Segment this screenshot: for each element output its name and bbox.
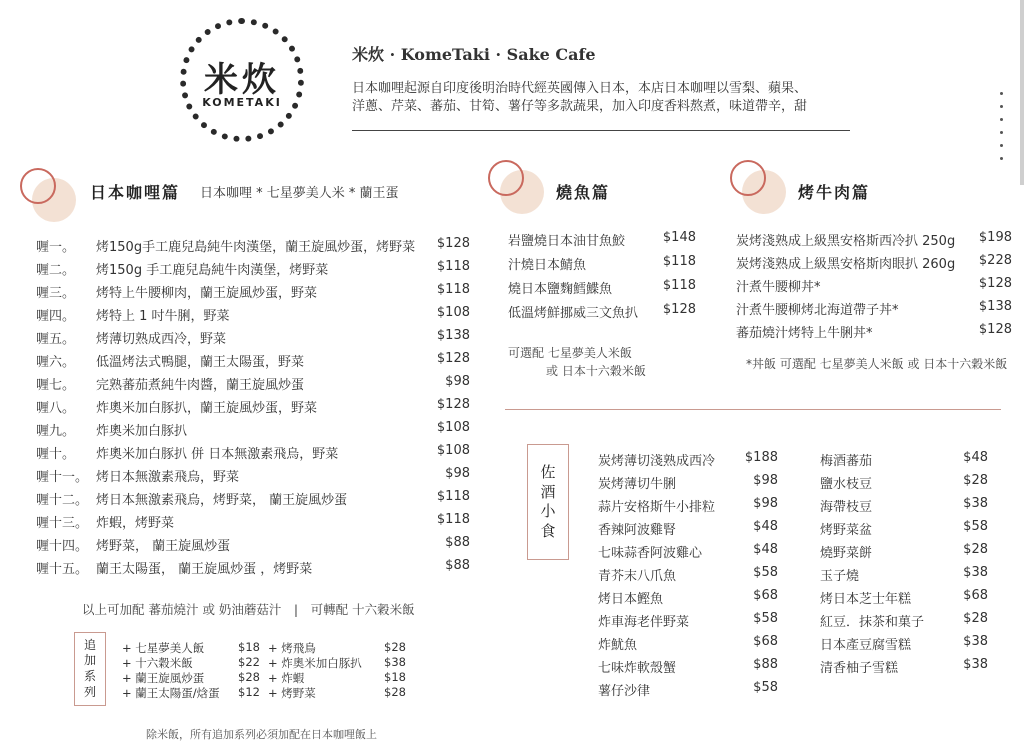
item-price: $118 (662, 254, 696, 269)
addon-price: $18 (238, 640, 260, 654)
addon-row (268, 685, 406, 701)
fish-menu-row (508, 254, 696, 273)
sake-snack-row (598, 565, 778, 584)
item-name: 炸蝦，烤野菜 (96, 516, 175, 531)
sake-snack-row (598, 450, 778, 469)
item-price: $138 (436, 328, 470, 343)
item-name: 炸奧米加白豚扒 (96, 424, 188, 439)
item-price: $128 (436, 236, 470, 251)
item-price: $38 (963, 657, 988, 672)
item-name: 炸車海老伴野菜 (598, 615, 690, 630)
item-name: 烤野菜盆 (820, 523, 873, 538)
item-price: $58 (753, 680, 778, 695)
addon-name: + 蘭王太陽蛋/焓蛋 (122, 686, 220, 700)
sake-snack-row (820, 450, 988, 469)
item-price: $88 (445, 558, 470, 573)
addon-row (122, 670, 260, 686)
item-price: $48 (753, 542, 778, 557)
item-price: $128 (978, 276, 1012, 291)
fish-decor-circle (488, 160, 548, 220)
item-name: 青芥末八爪魚 (598, 569, 677, 584)
item-number: 喱五。 (36, 332, 76, 347)
item-name: 烤野菜， 蘭王旋風炒蛋 (96, 539, 231, 554)
item-price: $28 (963, 473, 988, 488)
fish-menu-row (508, 230, 696, 249)
intro-line: 日本咖哩起源自印度後明治時代經英國傳入日本，本店日本咖哩以雪梨、蘋果、 (352, 81, 808, 96)
sake-snacks-label-box (527, 444, 569, 560)
curry-menu-row (36, 558, 470, 577)
addon-price: $22 (238, 655, 260, 669)
item-name: 蘭王太陽蛋， 蘭王旋風炒蛋 ，烤野菜 (96, 562, 313, 577)
item-name: 玉子燒 (820, 569, 860, 584)
item-price: $98 (753, 473, 778, 488)
item-price: $148 (662, 230, 696, 245)
label-char: 小 (540, 502, 556, 520)
addon-name: + 炸奧米加白豚扒 (268, 656, 362, 670)
item-price: $48 (753, 519, 778, 534)
curry-decor-circle (20, 168, 80, 228)
item-price: $118 (436, 489, 470, 504)
addon-row (122, 685, 260, 701)
curry-menu-row (36, 397, 470, 416)
sake-snack-row (820, 634, 988, 653)
item-number: 喱一。 (36, 240, 76, 255)
item-name: 烤薄切熟成西冷，野菜 (96, 332, 227, 347)
item-price: $188 (744, 450, 778, 465)
beef-menu-row (736, 253, 1012, 272)
item-name: 汁煮牛腰柳丼* (736, 280, 821, 295)
curry-menu-row (36, 328, 470, 347)
addon-price: $38 (384, 655, 406, 669)
logo-badge (180, 18, 304, 142)
item-number: 喱四。 (36, 309, 76, 324)
item-name: 炭烤薄切淺熟成西冷 (598, 454, 716, 469)
item-name: 鹽水枝豆 (820, 477, 873, 492)
label-char: 佐 (540, 463, 556, 481)
item-name: 香辣阿波雞腎 (598, 523, 677, 538)
item-price: $38 (963, 634, 988, 649)
item-number: 喱十五。 (36, 562, 89, 577)
item-name: 汁燒日本鯖魚 (508, 258, 587, 273)
addon-row (122, 655, 260, 671)
sake-snack-row (820, 611, 988, 630)
curry-menu-row (36, 443, 470, 462)
fish-menu-row (508, 302, 696, 321)
item-price: $98 (445, 466, 470, 481)
addon-name: + 烤飛鳥 (268, 641, 316, 655)
addon-row (268, 670, 406, 686)
addon-price: $28 (384, 640, 406, 654)
item-price: $118 (436, 512, 470, 527)
item-name: 低溫烤法式鴨腿，蘭王太陽蛋，野菜 (96, 355, 305, 370)
item-number: 喱七。 (36, 378, 76, 393)
item-number: 喱十三。 (36, 516, 89, 531)
item-name: 汁煮牛腰柳烤北海道帶子丼* (736, 303, 899, 318)
item-number: 喱二。 (36, 263, 76, 278)
item-price: $198 (978, 230, 1012, 245)
item-name: 梅酒蕃茄 (820, 454, 873, 469)
item-name: 烤特上牛腰柳肉，蘭王旋風炒蛋，野菜 (96, 286, 318, 301)
item-price: $128 (662, 302, 696, 317)
addon-price: $18 (384, 670, 406, 684)
item-name: 烤150g手工鹿兒島純牛肉漢堡，蘭王旋風炒蛋，烤野菜 (96, 240, 416, 255)
addon-name: + 炸蝦 (268, 671, 305, 685)
item-price: $128 (978, 322, 1012, 337)
item-name: 烤日本鰹魚 (598, 592, 664, 607)
curry-menu-row (36, 282, 470, 301)
addon-footnote: 除米飯，所有追加系列必須加配在日本咖哩飯上 (146, 728, 377, 741)
curry-menu-row (36, 420, 470, 439)
item-name: 清香柚子雪糕 (820, 661, 899, 676)
item-number: 喱八。 (36, 401, 76, 416)
item-price: $58 (753, 565, 778, 580)
sake-snack-row (598, 473, 778, 492)
fish-menu-row (508, 278, 696, 297)
addon-price: $12 (238, 685, 260, 699)
item-price: $38 (963, 496, 988, 511)
curry-section-subtitle: 日本咖哩 * 七星夢美人米 * 蘭王蛋 (200, 186, 399, 201)
sake-snack-row (598, 657, 778, 676)
beef-note: *丼飯 可選配 七星夢美人米飯 或 日本十六穀米飯 (746, 357, 1008, 371)
item-name: 海帶枝豆 (820, 500, 873, 515)
item-price: $128 (436, 351, 470, 366)
item-name: 炸奧米加白豚扒，蘭王旋風炒蛋，野菜 (96, 401, 318, 416)
label-char: 系 (83, 669, 96, 683)
label-char: 追 (83, 637, 96, 652)
item-price: $108 (436, 443, 470, 458)
brand-name: 米炊 · KomeTaki · Sake Cafe (352, 45, 596, 64)
item-name: 蕃茄燒汁烤特上牛脷丼* (736, 326, 873, 341)
item-price: $138 (978, 299, 1012, 314)
item-name: 七味炸軟殼蟹 (598, 661, 677, 676)
section-divider (505, 409, 1001, 410)
curry-menu-row (36, 259, 470, 278)
item-price: $98 (445, 374, 470, 389)
item-number: 喱十。 (36, 447, 76, 462)
sake-snack-row (598, 519, 778, 538)
addon-price: $28 (238, 670, 260, 684)
item-name: 薯仔沙律 (598, 684, 651, 699)
item-number: 喱十一。 (36, 470, 89, 485)
item-price: $68 (963, 588, 988, 603)
item-name: 日本產豆腐雪糕 (820, 638, 912, 653)
beef-decor-circle (730, 160, 790, 220)
curry-menu-row (36, 489, 470, 508)
item-name: 炸奧米加白豚扒 併 日本無激素飛烏，野菜 (96, 447, 339, 462)
addon-row (122, 640, 260, 656)
curry-menu-row (36, 374, 470, 393)
scroll-dots (1000, 92, 1003, 170)
item-name: 燒野菜餅 (820, 546, 873, 561)
item-name: 炭烤淺熟成上級黑安格斯西冷扒 250g (736, 234, 956, 249)
item-price: $128 (436, 397, 470, 412)
fish-note-line2: 或 日本十六穀米飯 (546, 364, 646, 378)
sake-snack-row (820, 565, 988, 584)
item-price: $88 (445, 535, 470, 550)
intro-line: 洋蔥、芹菜、蕃茄、甘筍、薯仔等多款蔬果，加入印度香料熬煮，味道帶辛，甜 (352, 99, 808, 114)
addon-row (268, 640, 406, 656)
item-price: $228 (978, 253, 1012, 268)
curry-menu-row (36, 535, 470, 554)
sake-snack-row (598, 496, 778, 515)
fish-note-line1: 可選配 七星夢美人米飯 (508, 346, 632, 360)
item-price: $28 (963, 611, 988, 626)
sake-snack-row (598, 634, 778, 653)
item-name: 完熟蕃茄煮純牛肉醬，蘭王旋風炒蛋 (96, 378, 305, 393)
item-number: 喱十四。 (36, 539, 89, 554)
item-number: 喱十二。 (36, 493, 89, 508)
item-number: 喱九。 (36, 424, 76, 439)
item-name: 烤日本無激素飛烏，烤野菜， 蘭王旋風炒蛋 (96, 493, 348, 508)
intro-divider (352, 130, 850, 131)
beef-menu-row (736, 230, 1012, 249)
curry-menu-row (36, 512, 470, 531)
item-name: 燒日本鹽麴鱈鰈魚 (508, 282, 613, 297)
item-name: 岩鹽燒日本油甘魚鮫 (508, 234, 626, 249)
sake-snack-row (598, 680, 778, 699)
beef-section-title: 烤牛肉篇 (798, 183, 871, 202)
label-char: 列 (83, 684, 96, 699)
item-price: $108 (436, 305, 470, 320)
item-name: 烤日本無激素飛烏，野菜 (96, 470, 240, 485)
item-price: $38 (963, 565, 988, 580)
fish-section-title: 燒魚篇 (556, 183, 611, 202)
sake-snack-row (820, 519, 988, 538)
addon-price: $28 (384, 685, 406, 699)
item-number: 喱六。 (36, 355, 76, 370)
curry-menu-row (36, 351, 470, 370)
item-price: $108 (436, 420, 470, 435)
item-name: 炭烤淺熟成上級黑安格斯肉眼扒 260g (736, 257, 956, 272)
item-price: $58 (753, 611, 778, 626)
curry-section-title: 日本咖哩篇 (90, 183, 181, 202)
item-price: $118 (436, 259, 470, 274)
item-name: 烤150g 手工鹿兒島純牛肉漢堡，烤野菜 (96, 263, 329, 278)
beef-menu-row (736, 276, 1012, 295)
addon-label-box (74, 632, 106, 706)
curry-menu-row (36, 305, 470, 324)
item-number: 喱三。 (36, 286, 76, 301)
item-name: 炭烤薄切牛脷 (598, 477, 677, 492)
item-name: 七味蒜香阿波雞心 (598, 546, 703, 561)
sake-snack-row (820, 473, 988, 492)
item-price: $88 (753, 657, 778, 672)
curry-menu-row (36, 236, 470, 255)
item-price: $48 (963, 450, 988, 465)
label-char: 酒 (540, 482, 556, 501)
item-name: 蒜片安格斯牛小排粒 (598, 500, 716, 515)
sake-snack-row (820, 496, 988, 515)
sake-snack-row (820, 542, 988, 561)
scrollbar[interactable] (1020, 0, 1024, 185)
item-name: 低溫烤鮮挪威三文魚扒 (508, 306, 639, 321)
label-char: 食 (540, 521, 556, 540)
beef-menu-row (736, 322, 1012, 341)
addon-name: + 七星夢美人飯 (122, 641, 205, 655)
item-name: 烤特上 1 吋牛脷，野菜 (96, 309, 230, 324)
curry-extra-note: 以上可加配 蕃茄燒汁 或 奶油蘑菇汁 | 可轉配 十六穀米飯 (82, 602, 415, 617)
item-price: $68 (753, 634, 778, 649)
item-price: $68 (753, 588, 778, 603)
item-price: $118 (662, 278, 696, 293)
item-price: $28 (963, 542, 988, 557)
addon-name: + 蘭王旋風炒蛋 (122, 671, 205, 685)
item-name: 炸魷魚 (598, 638, 638, 653)
sake-snack-row (820, 588, 988, 607)
addon-name: + 烤野菜 (268, 686, 316, 700)
addon-name: + 十六穀米飯 (122, 656, 193, 670)
item-name: 烤日本芝士年糕 (820, 592, 912, 607)
logo-wordmark: KOMETAKI (202, 96, 282, 109)
sake-snack-row (820, 657, 988, 676)
logo-mark: 米炊 (204, 60, 280, 100)
item-price: $58 (963, 519, 988, 534)
item-price: $98 (753, 496, 778, 511)
sake-snack-row (598, 611, 778, 630)
beef-menu-row (736, 299, 1012, 318)
item-name: 紅豆．抹茶和菓子 (820, 615, 925, 630)
addon-row (268, 655, 406, 671)
sake-snack-row (598, 588, 778, 607)
item-price: $118 (436, 282, 470, 297)
sake-snack-row (598, 542, 778, 561)
curry-menu-row (36, 466, 470, 485)
label-char: 加 (83, 653, 96, 668)
intro-text (352, 80, 852, 116)
